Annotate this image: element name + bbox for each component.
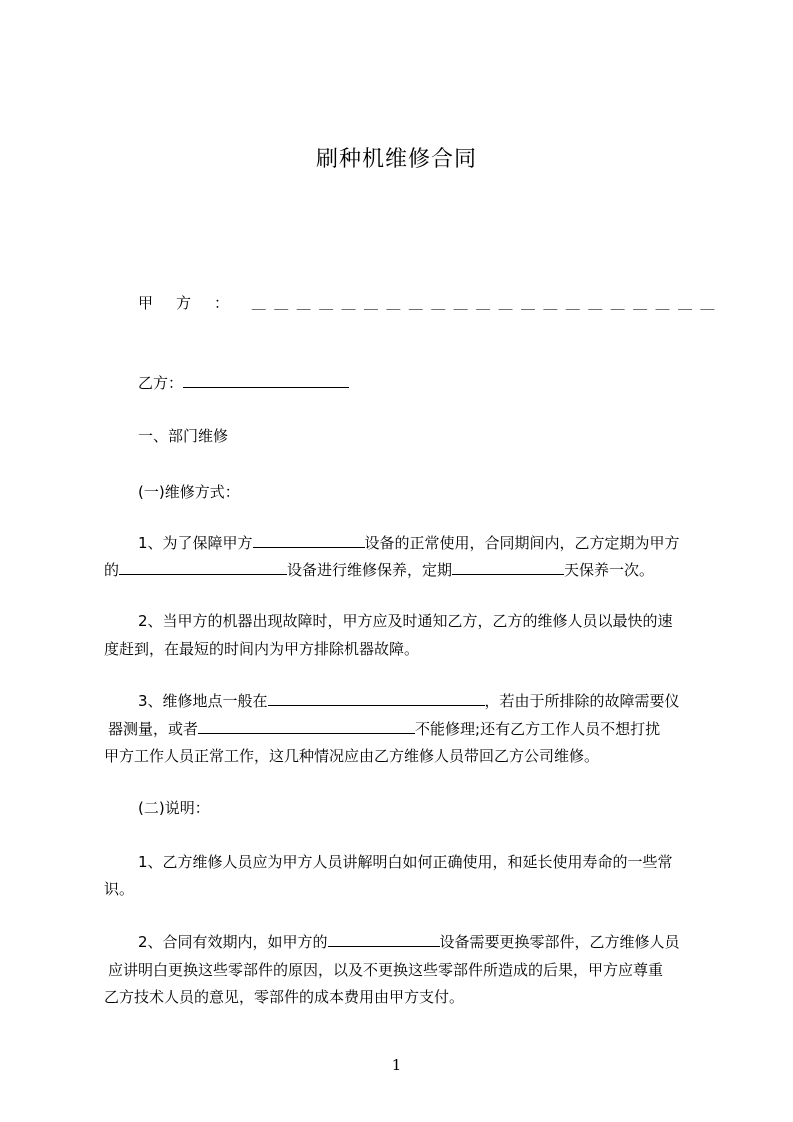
item2-line2: 度赶到，在最短的时间内为甲方排除机器故障。 <box>104 640 420 658</box>
item1-text-b: 设备的正常使用，合同期间内，乙方定期为甲方 <box>364 534 680 552</box>
item1-text-a: 1、为了保障甲方 <box>138 534 253 552</box>
item1-blank-equipment[interactable] <box>253 533 365 548</box>
item3-line2 <box>108 718 716 739</box>
party-a-label: 甲 方 ： <box>138 294 234 312</box>
item3-text-b: ，若由于所排除的故障需要仪 <box>484 692 680 710</box>
note1-line2: 识。 <box>104 880 135 898</box>
item3-line1 <box>138 690 746 711</box>
item3-blank-condition[interactable] <box>198 719 415 734</box>
subsection-heading-method: (一)维修方式： <box>138 483 240 501</box>
item3-text-d: 不能修理;还有乙方工作人员不想打扰 <box>415 720 661 738</box>
section-heading: 一、部门维修 <box>138 427 229 445</box>
note2-text-b: 设备需要更换零部件，乙方维修人员 <box>439 933 680 951</box>
item3-text-a: 3、维修地点一般在 <box>138 692 268 710</box>
item3-text-c: 器测量，或者 <box>108 720 199 738</box>
note2-line3: 乙方技术人员的意见，零部件的成本费用由甲方支付。 <box>104 988 465 1006</box>
item1-text-e: 天保养一次。 <box>564 561 655 579</box>
item3-blank-location[interactable] <box>268 691 485 706</box>
note2-line2: 应讲明白更换这些零部件的原因，以及不更换这些零部件所造成的后果，甲方应尊重 <box>108 961 664 979</box>
page-title: 刷种机维修合同 <box>315 147 477 172</box>
party-b-blank[interactable] <box>183 373 349 388</box>
item1-text-d: 设备进行维修保养，定期 <box>287 561 453 579</box>
item1-line1 <box>138 532 746 553</box>
item1-text-c: 的 <box>104 561 120 579</box>
item3-line3: 甲方工作人员正常工作，这几种情况应由乙方维修人员带回乙方公司维修。 <box>104 747 600 765</box>
note2-blank-device[interactable] <box>328 932 440 947</box>
party-b-label: 乙方： <box>138 374 184 392</box>
item1-line2 <box>104 559 712 580</box>
party-b-line <box>138 372 746 393</box>
page-number: 1 <box>391 1056 402 1074</box>
item1-blank-days[interactable] <box>452 560 564 575</box>
item2-line1: 2、当甲方的机器出现故障时，甲方应及时通知乙方，乙方的维修人员以最快的速 <box>138 612 673 630</box>
note2-line1 <box>138 931 746 952</box>
party-a-blank[interactable]: ＿ ＿ ＿ ＿ ＿ ＿ ＿ ＿ ＿ ＿ ＿ ＿ ＿ ＿ ＿ ＿ ＿ ＿ ＿ ＿ ＿ <box>251 296 715 312</box>
note2-text-a: 2、合同有效期内，如甲方的 <box>138 933 328 951</box>
party-a-line <box>138 292 715 313</box>
item1-blank-device[interactable] <box>119 560 287 575</box>
note1-line1: 1、乙方维修人员应为甲方人员讲解明白如何正确使用，和延长使用寿命的一些常 <box>138 853 673 871</box>
subsection-heading-notes: (二)说明： <box>138 799 210 817</box>
